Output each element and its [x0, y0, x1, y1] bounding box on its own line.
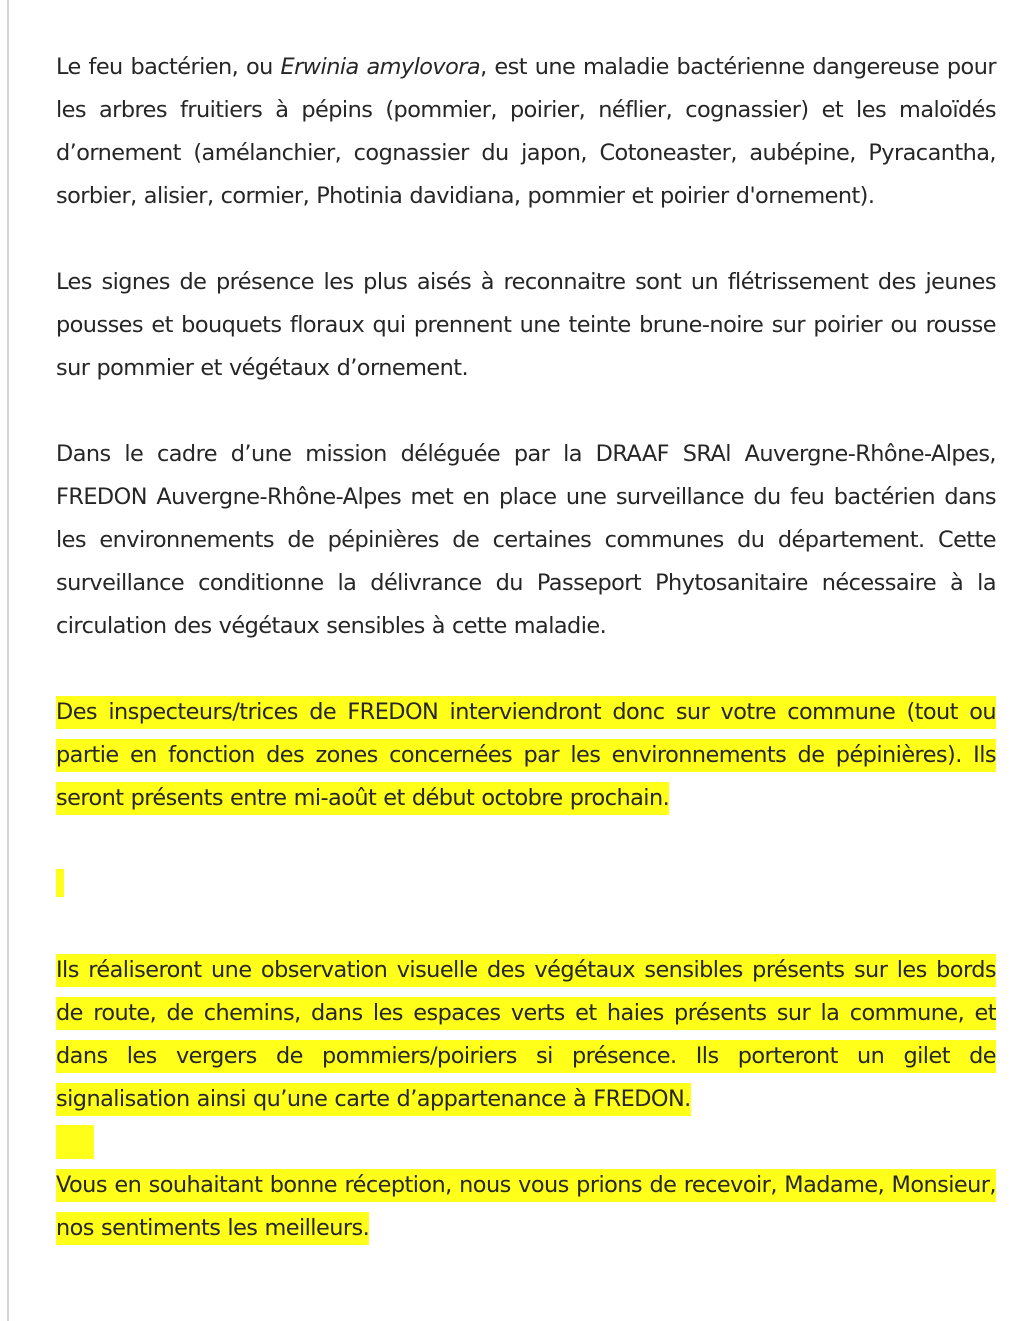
paragraph-symptoms: Les signes de présence les plus aisés à reconnaitre sont un flétrissement des jeunes pousses et bouquets floraux qui prennent une teinte brune-noire sur poirier ou rousse sur pommier et végétaux d’ornement.: [56, 269, 996, 381]
highlighted-inspectors-text: Des inspecteurs/trices de FREDON interviendront donc sur votre commune (tout ou partie en fonction des zones concernées par les environnements de pépinières). Ils seront présents entre mi-août et début octobre prochain.: [56, 696, 996, 815]
highlighted-observation-text: Ils réaliseront une observation visuelle des végétaux sensibles présents sur les bords de route, de chemins, dans les espaces verts et haies présents sur la commune, et dans les vergers de pommiers/poiriers si présence. Ils porteront un gilet de signalisation ainsi qu’une carte d’appartenance à FREDON.: [56, 954, 996, 1116]
paragraph-intro-part1: Le feu bactérien, ou: [56, 54, 281, 80]
paragraph-intro: [56, 46, 996, 218]
paragraph-observation: [56, 949, 996, 1121]
paragraph-closing: [56, 1164, 996, 1250]
document-body: [56, 46, 996, 1250]
paragraph-intro-part2: , est une maladie bactérienne dangereuse pour les arbres fruitiers à pépins (pommier, poirier, néflier, cognassier) et les maloïdés d’ornement (amélanchier, cognassier du japon, Cotoneaster, aubépine, Pyracantha, sorbier, alisier, cormier, Photinia davidiana, pommier et poirier d'ornement).: [56, 54, 996, 209]
highlight-cursor-mark: [56, 869, 64, 897]
highlighted-closing-text: Vous en souhaitant bonne réception, nous vous prions de recevoir, Madame, Monsieur, nos sentiments les meilleurs.: [56, 1169, 996, 1245]
paragraph-inspectors: [56, 691, 996, 820]
highlight-empty-mark: [56, 1125, 94, 1159]
empty-highlighted-line: [56, 863, 996, 906]
paragraph-mission: Dans le cadre d’une mission déléguée par la DRAAF SRAl Auvergne-Rhône-Alpes, FREDON Auvergne-Rhône-Alpes met en place une surveillance du feu bactérien dans les environnements de pépinières de certaines communes du département. Cette surveillance conditionne la délivrance du Passeport Phytosanitaire nécessaire à la circulation des végétaux sensibles à cette maladie.: [56, 441, 996, 639]
empty-highlighted-block: [56, 1121, 996, 1164]
species-name-italic: Erwinia amylovora: [280, 54, 481, 80]
page-left-border: [7, 0, 9, 1321]
